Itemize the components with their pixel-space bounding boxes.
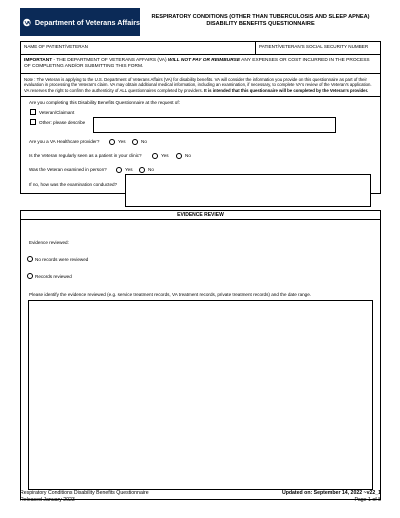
examined-question: Was the Veteran examined in person? — [29, 167, 107, 173]
regular-question: Is the Veteran regularly seen as a patient in your clinic? — [29, 153, 142, 159]
records-reviewed-label: Records reviewed — [35, 273, 72, 279]
how-conducted-input[interactable] — [125, 174, 371, 207]
form-page — [20, 8, 381, 500]
evidence-review-heading: EVIDENCE REVIEW — [177, 212, 224, 219]
healthcare-no-label: No — [141, 139, 147, 145]
patient-name-field[interactable] — [21, 42, 256, 54]
note-bold: It is intended that this questionnaire will be completed by the Veteran's provider. — [204, 87, 369, 93]
form-title — [140, 8, 381, 36]
important-emph: WILL NOT PAY OR REIMBURSE — [167, 58, 241, 63]
va-logo — [20, 8, 140, 36]
no-records-label: No records were reviewed — [35, 256, 89, 262]
regular-yes-radio[interactable] — [152, 153, 158, 159]
request-question: Are you completing this Disability Benefits Questionnaire at the request of: — [29, 100, 180, 106]
regular-no-label: No — [185, 153, 191, 159]
examined-yes-radio[interactable] — [116, 167, 122, 173]
healthcare-yes-radio[interactable] — [109, 139, 115, 145]
how-question: If no, how was the examination conducted? — [29, 182, 118, 188]
other-label: Other: please describe — [39, 119, 86, 125]
examined-no-label: No — [148, 167, 154, 173]
identity-row — [20, 41, 381, 55]
evidence-review-band — [21, 210, 380, 220]
agency-name: Department of Veterans Affairs — [34, 17, 140, 27]
regular-no-radio[interactable] — [176, 153, 182, 159]
footer-form-name: Respiratory Conditions Disability Benefits Questionnaire — [20, 490, 149, 496]
request-section — [20, 97, 381, 194]
form-title-line1: RESPIRATORY CONDITIONS (OTHER THAN TUBERCULOSIS AND SLEEP APNEA) — [151, 14, 370, 20]
regular-yes-label: Yes — [161, 153, 169, 159]
other-checkbox[interactable] — [30, 119, 36, 125]
footer-released: Released January 2023 — [20, 496, 75, 503]
records-reviewed-radio[interactable] — [27, 273, 33, 279]
healthcare-yes-label: Yes — [118, 139, 126, 145]
important-text1: - THE DEPARTMENT OF VETERANS AFFAIRS (VA) — [52, 58, 168, 63]
footer-updated: Updated on: September 14, 2022 ~v22_1 — [281, 490, 381, 496]
ssn-field[interactable] — [256, 42, 380, 54]
form-title-line2: DISABILITY BENEFITS QUESTIONNAIRE — [206, 21, 315, 27]
evidence-section — [20, 210, 381, 500]
examined-yes-label: Yes — [125, 167, 133, 173]
note-text: Note : The Veteran is applying to the U.S. Department of Veterans Affairs (VA) for disability benefits. VA will consider the information you provide on this questionnaire as part of their evaluation in processing the Veteran's claim. VA may obtain additional medical information, including an examination, if necessary, to complete VA's review of the Veteran's application. VA reserves the right to confirm the authenticity of ALL questionnaires completed by providers. — [24, 77, 372, 93]
examined-no-radio[interactable] — [139, 167, 145, 173]
form-header — [20, 8, 381, 36]
veteran-claimant-label: Veteran/Claimant — [39, 109, 75, 115]
healthcare-question: Are you a VA Healthcare provider? — [29, 139, 100, 145]
other-describe-input[interactable] — [93, 117, 336, 133]
evidence-description-input[interactable] — [28, 300, 373, 490]
footer-page-number: Page 1 of 8 — [354, 496, 381, 503]
no-records-radio[interactable] — [27, 256, 33, 262]
veteran-claimant-checkbox[interactable] — [30, 109, 36, 115]
important-notice — [20, 55, 381, 74]
identify-evidence-instructions: Please identify the evidence reviewed (e.g. service treatment records, VA treatment records, private treatment records) and the date range. — [29, 292, 312, 298]
important-text2: ANY EXPENSES OR COST INCURRED IN THE PROCESS OF COMPLETING AND/OR SUBMITTING THIS FORM. — [24, 58, 370, 69]
note-section — [20, 74, 381, 97]
evidence-reviewed-label: Evidence reviewed: — [29, 240, 69, 246]
important-label: IMPORTANT — [24, 58, 53, 63]
va-seal-icon — [23, 15, 31, 30]
healthcare-no-radio[interactable] — [132, 139, 138, 145]
patient-name-label: NAME OF PATIENT/VETERAN — [24, 44, 88, 49]
form-footer — [20, 490, 381, 503]
ssn-label: PATIENT/VETERAN'S SOCIAL SECURITY NUMBER — [259, 44, 369, 49]
